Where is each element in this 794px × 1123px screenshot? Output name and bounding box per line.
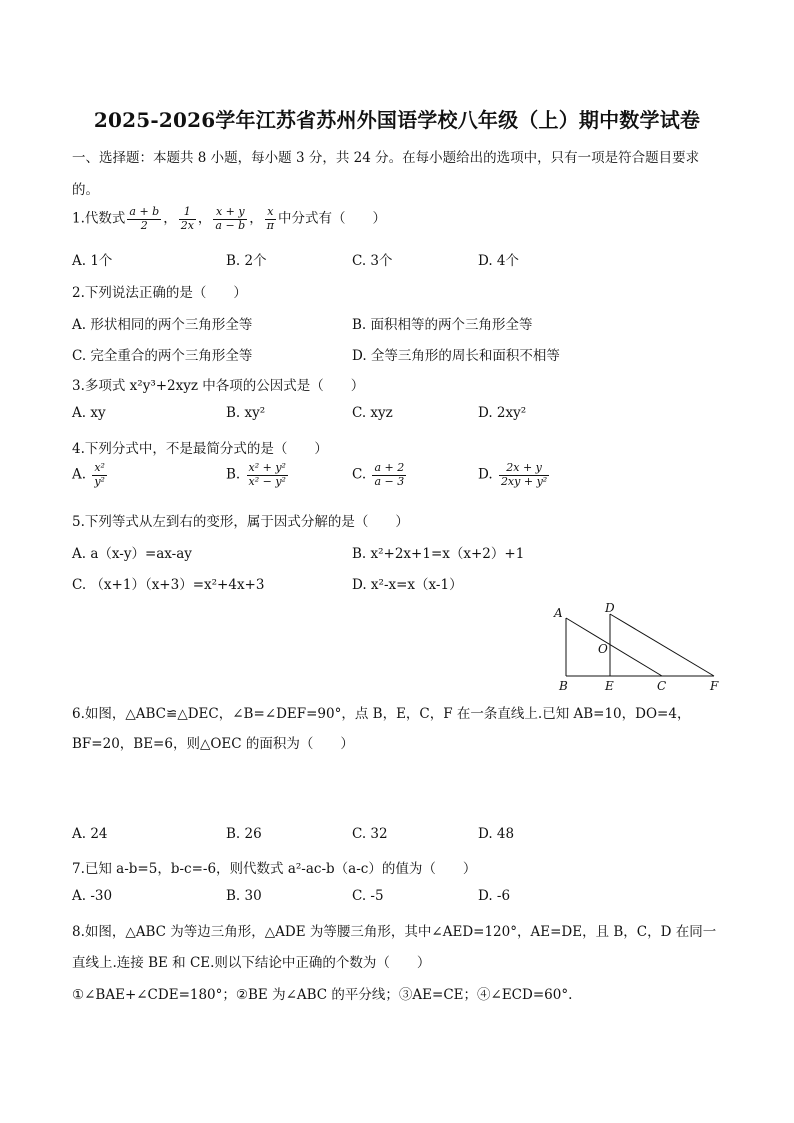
label-o: O xyxy=(598,642,608,656)
frac-denominator: π xyxy=(266,218,274,232)
q4-frac-b xyxy=(247,462,288,488)
segment-df xyxy=(610,614,714,676)
segment-ac xyxy=(566,618,662,676)
frac-denominator: x² − y² xyxy=(248,474,286,488)
q6-option-c: C. 32 xyxy=(352,826,388,842)
frac-numerator: x xyxy=(265,206,276,220)
q3-option-c: C. xyz xyxy=(352,405,393,421)
q6-stem-line2: BF=20，BE=6，则△OEC 的面积为（ ） xyxy=(72,736,354,752)
q6-option-d: D. 48 xyxy=(478,826,515,842)
q1-option-b: B. 2个 xyxy=(226,253,267,269)
q1-frac-3 xyxy=(213,206,247,232)
label-c: C xyxy=(657,679,667,693)
q5-option-c: C. （x+1）（x+3）=x²+4x+3 xyxy=(72,577,265,593)
q4-option-a xyxy=(72,462,109,488)
label-a: A xyxy=(554,606,563,620)
q1-prefix: 1.代数式 xyxy=(72,210,126,227)
q5-option-b: B. x²+2x+1=x（x+2）+1 xyxy=(352,546,525,562)
option-letter: B. xyxy=(226,466,241,483)
q1-frac-1 xyxy=(127,206,161,232)
q8-stem-line2: 直线上.连接 BE 和 CE.则以下结论中正确的个数为（ ） xyxy=(72,955,431,971)
q3-option-d: D. 2xy² xyxy=(478,405,527,421)
section-header-line1: 一、选择题：本题共 8 小题，每小题 3 分，共 24 分。在每小题给出的选项中，只有一项是符合题目要求 xyxy=(72,150,700,166)
q7-option-d: D. -6 xyxy=(478,888,511,904)
q1-option-a: A. 1个 xyxy=(72,253,113,269)
q4-stem: 4.下列分式中，不是最简分式的是（ ） xyxy=(72,441,328,457)
q5-stem: 5.下列等式从左到右的变形，属于因式分解的是（ ） xyxy=(72,514,409,530)
q3-option-b: B. xy² xyxy=(226,405,266,421)
q1-option-d: D. 4个 xyxy=(478,253,520,269)
frac-numerator: 1 xyxy=(179,206,196,220)
frac-denominator: a − 3 xyxy=(374,474,405,488)
separator: ， xyxy=(163,210,177,227)
q3-option-a: A. xy xyxy=(72,405,106,421)
q1-option-c: C. 3个 xyxy=(352,253,393,269)
frac-numerator: a + 2 xyxy=(374,461,405,474)
separator: ， xyxy=(197,210,212,227)
option-letter: A. xyxy=(72,466,87,483)
q7-option-a: A. -30 xyxy=(72,888,113,904)
q1-suffix: 中分式有（ ） xyxy=(277,210,386,227)
label-b: B xyxy=(559,679,568,693)
q6-stem-line1: 6.如图，△ABC≌△DEC，∠B=∠DEF=90°，点 B，E，C，F 在一条直线上.已知 AB=10，DO=4， xyxy=(72,706,691,722)
q1-frac-2 xyxy=(179,206,196,232)
frac-numerator: x² + y² xyxy=(248,461,286,474)
q8-stem-line3: ①∠BAE+∠CDE=180°；②BE 为∠ABC 的平分线；③AE=CE；④∠ECD=60°. xyxy=(72,987,573,1003)
frac-numerator: x + y xyxy=(213,206,247,220)
q7-option-c: C. -5 xyxy=(352,888,384,904)
section-header-line2: 的。 xyxy=(72,182,99,198)
separator: ， xyxy=(249,210,263,227)
q4-frac-d xyxy=(499,462,549,488)
page-title: 2025-2026学年江苏省苏州外国语学校八年级（上）期中数学试卷 xyxy=(93,108,701,132)
q2-option-b: B. 面积相等的两个三角形全等 xyxy=(352,317,533,333)
q2-option-a: A. 形状相同的两个三角形全等 xyxy=(72,317,253,333)
q4-option-b xyxy=(226,462,290,488)
frac-denominator: 2xy + y² xyxy=(500,474,548,488)
q4-frac-c xyxy=(372,462,406,488)
q6-option-b: B. 26 xyxy=(226,826,262,842)
label-f: F xyxy=(710,679,719,693)
frac-denominator: 2x xyxy=(180,218,194,232)
frac-denominator: 2 xyxy=(140,218,148,232)
q5-option-a: A. a（x-y）=ax-ay xyxy=(72,546,192,562)
q4-option-c xyxy=(352,462,408,488)
option-letter: D. xyxy=(478,466,493,483)
q5-option-d: D. x²-x=x（x-1） xyxy=(352,577,463,593)
q7-option-b: B. 30 xyxy=(226,888,262,904)
q2-option-d: D. 全等三角形的周长和面积不相等 xyxy=(352,348,560,364)
label-e: E xyxy=(605,679,614,693)
q6-geometry-figure xyxy=(548,598,728,694)
frac-numerator: a + b xyxy=(129,205,160,218)
option-letter: C. xyxy=(352,466,367,483)
q4-frac-a xyxy=(92,462,107,488)
frac-numerator: x² xyxy=(94,461,105,474)
frac-numerator: 2x + y xyxy=(499,462,549,476)
q8-stem-line1: 8.如图，△ABC 为等边三角形，△ADE 为等腰三角形，其中∠AED=120°，AE=DE，且 B，C，D 在同一 xyxy=(72,924,717,940)
q4-option-d xyxy=(478,462,551,488)
q2-stem: 2.下列说法正确的是（ ） xyxy=(72,285,247,301)
label-d: D xyxy=(605,601,615,615)
q1-stem xyxy=(72,206,386,232)
frac-denominator: a − b xyxy=(215,218,246,232)
q7-stem: 7.已知 a-b=5，b-c=-6，则代数式 a²-ac-b（a-c）的值为（ ） xyxy=(72,861,477,877)
q1-frac-4 xyxy=(265,206,276,232)
frac-denominator: y² xyxy=(94,474,105,488)
q2-option-c: C. 完全重合的两个三角形全等 xyxy=(72,348,253,364)
q3-stem: 3.多项式 x²y³+2xyz 中各项的公因式是（ ） xyxy=(72,378,365,394)
q6-option-a: A. 24 xyxy=(72,826,108,842)
